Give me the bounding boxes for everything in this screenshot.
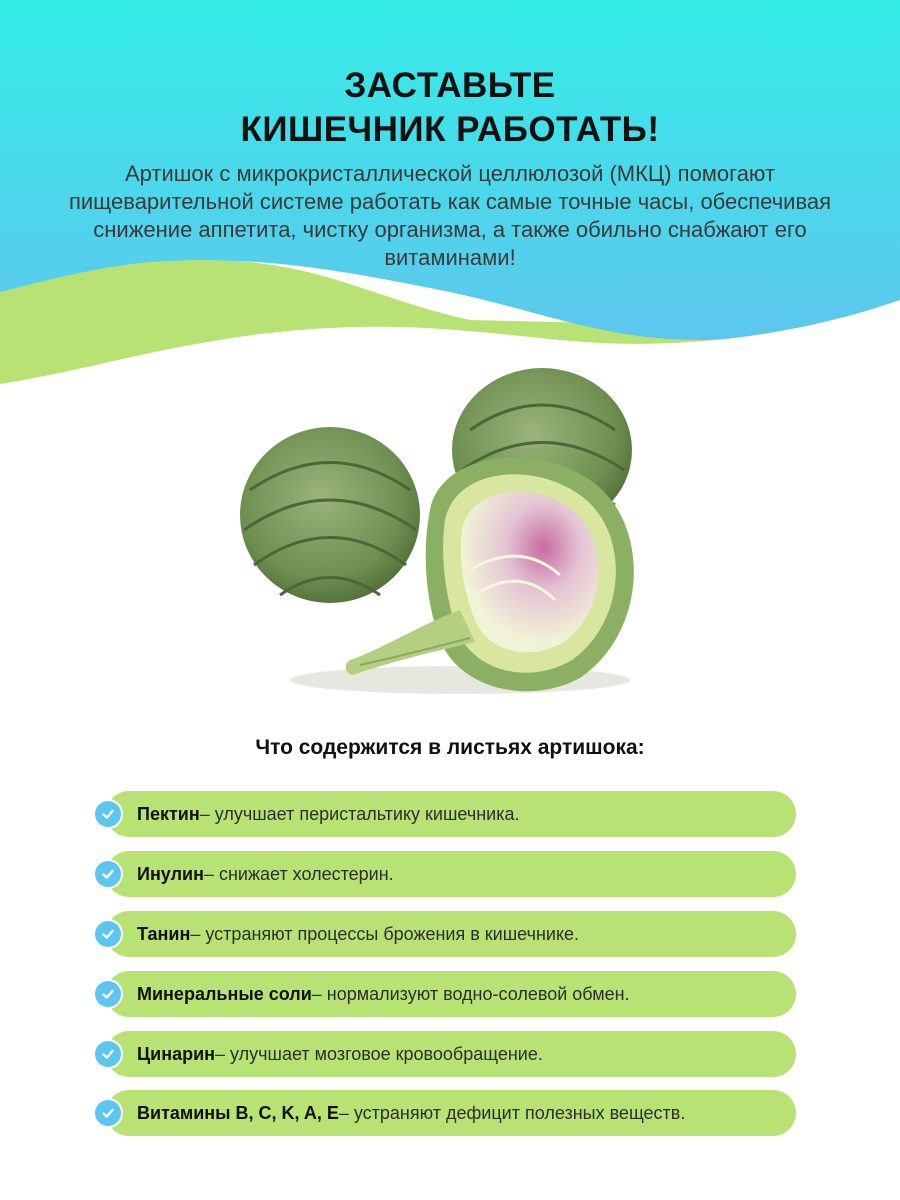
list-item-term: Витамины B, C, K, A, E	[137, 1102, 339, 1123]
list-item-text: – устраняют дефицит полезных веществ.	[338, 1102, 686, 1123]
check-circle-icon	[95, 801, 121, 827]
list-item	[106, 791, 796, 837]
section-title: Что содержится в листьях артишока:	[255, 736, 645, 759]
check-circle-icon	[95, 1041, 121, 1067]
list-item-term: Пектин	[137, 803, 200, 824]
list-item	[106, 971, 796, 1017]
list-item-term: Минеральные соли	[137, 983, 312, 1004]
list-item	[106, 1031, 796, 1077]
page-title-line-1: ЗАСТАВЬТЕ	[344, 66, 556, 105]
page-title	[0, 64, 900, 152]
list-item-text: – улучшает перистальтику кишечника.	[199, 803, 520, 824]
list-item-text: – снижает холестерин.	[203, 863, 394, 884]
list-item	[106, 1090, 796, 1136]
list-item-text: – улучшает мозговое кровообращение.	[215, 1043, 543, 1064]
check-circle-icon	[95, 1100, 121, 1126]
list-item	[106, 851, 796, 897]
list-item-term: Танин	[137, 923, 191, 944]
check-circle-icon	[95, 981, 121, 1007]
list-item-term: Цинарин	[137, 1043, 216, 1064]
list-item-term: Инулин	[137, 863, 204, 884]
list-item-text: – нормализуют водно-солевой обмен.	[311, 983, 630, 1004]
check-circle-icon	[95, 921, 121, 947]
intro-text: Артишок с микрокристаллической целлюлозой (МКЦ) помогают пищеварительной системе работать как самые точные часы, обеспечивая снижение аппетита, чистку организма, а также обильно снабжают его витаминами!	[68, 161, 832, 270]
artichoke-left	[240, 427, 420, 603]
artichoke-illustration	[230, 360, 660, 710]
list-item	[106, 911, 796, 957]
check-circle-icon	[95, 861, 121, 887]
page-title-line-2: КИШЕЧНИК РАБОТАТЬ!	[240, 110, 660, 149]
list-item-text: – устраняют процессы брожения в кишечнике.	[190, 923, 580, 944]
